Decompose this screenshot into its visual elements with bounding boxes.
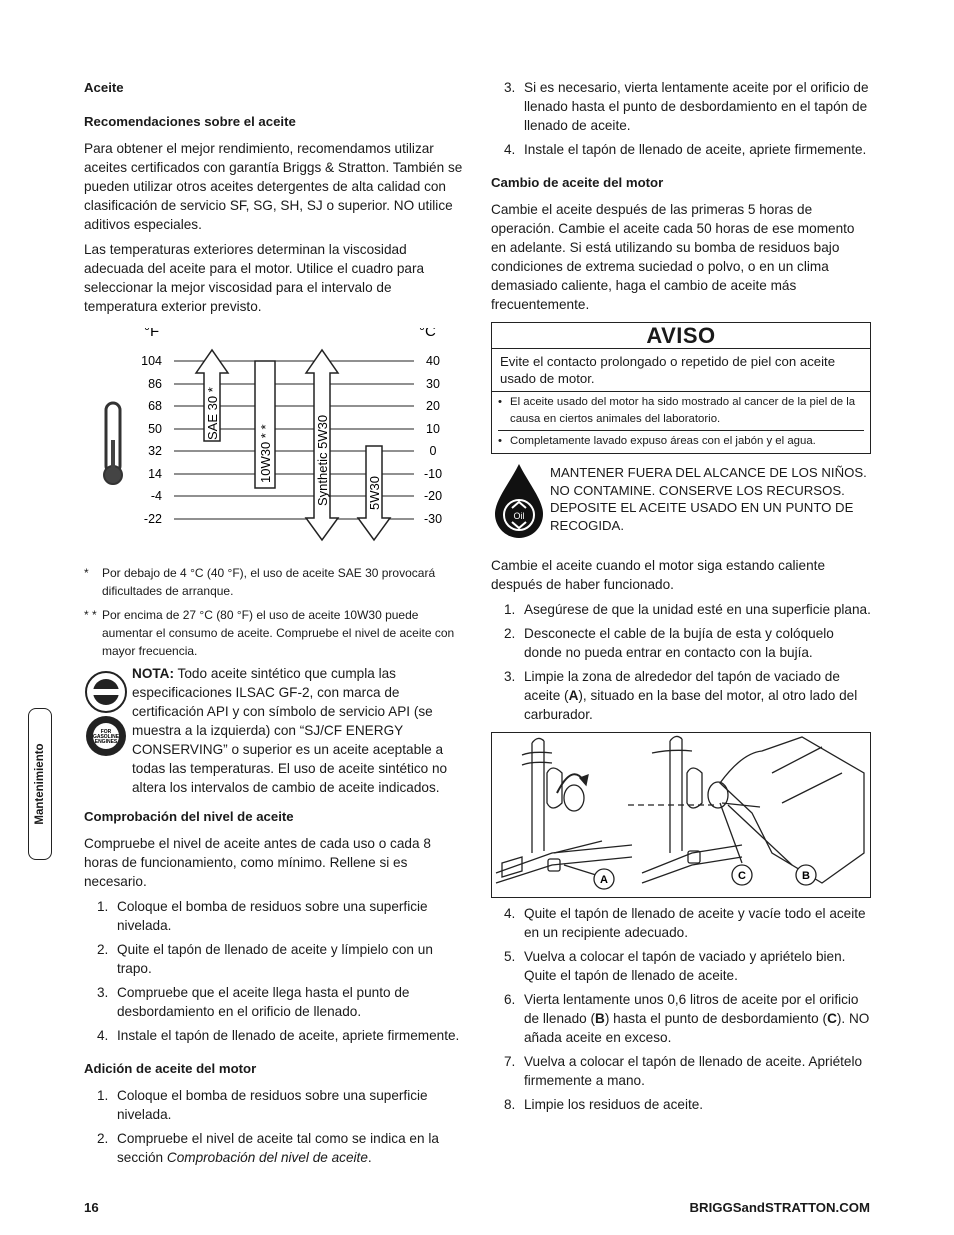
f-tick: 32 [148,444,162,458]
celsius-unit: °C [419,328,436,340]
list-item: 4. Instale el tapón de llenado de aceite, apriete firmemente. [504,142,867,157]
note-block [84,664,464,797]
bar-label: Synthetic 5W30 [315,414,330,506]
list-item: 2. Compruebe el nivel de aceite tal como se indica en la sección Comprobación del nivel de aceite. [97,1131,439,1165]
paragraph-change-hot: Cambie el aceite cuando el motor siga estando caliente después de haber funcionado. [491,558,826,592]
aviso-body: Evite el contacto prolongado o repetido de piel con aceite usado de motor. [492,349,870,392]
label-a: A [600,874,608,886]
aviso-list [492,392,870,453]
list-item: 3. Compruebe que el aceite llega hasta el punto de desbordamiento en el orificio de llenado. [97,985,410,1019]
f-tick: 68 [148,399,162,413]
footnote-text: Por debajo de 4 °C (40 °F), el uso de aceite SAE 30 provocará dificultades de arranque. [102,566,436,598]
paragraph-viscosity: Las temperaturas exteriores determinan la viscosidad adecuada del aceite para el motor. Utilice el cuadro para seleccionar la mejor viscosidad para el intervalo de temperatura exterior previsto. [84,242,425,314]
footer-url: BRIGGSandSTRATTON.COM [689,1200,870,1215]
list-item: 5. Vuelva a colocar el tapón de vaciado y apriételo bien. Quite el tapón de llenado de aceite. [504,949,846,983]
heading-oil: Aceite [84,80,124,95]
list-item: 2. Quite el tapón de llenado de aceite y límpielo con un trapo. [97,942,433,976]
left-column [84,78,464,1172]
bar-10w30 [255,361,275,488]
check-steps [84,897,464,1045]
paragraph-recommendation: Para obtener el mejor rendimiento, recomendamos utilizar aceites certificados con garantía Briggs & Stratton. También se pueden utilizar otros aceites detergentes de alta calidad con clasificación de servicio SF, SG, SH, SJ o superior. NO utilice aditivos especiales. [84,141,463,232]
list-item: 1. Coloque el bomba de residuos sobre una superficie nivelada. [97,899,428,933]
section-side-tab [28,708,52,860]
bar-label: 5W30 [367,476,382,510]
engine-illustration [492,733,870,897]
fahrenheit-unit: °F [144,328,160,340]
right-column [491,78,871,1119]
add-steps-continued [491,78,871,159]
drain-diagram [491,732,871,898]
c-tick: 40 [426,354,440,368]
footnote-10w30 [84,606,464,660]
list-item: 3. Si es necesario, vierta lentamente aceite por el orificio de llenado hasta el punto de desbordamiento en el tapón de llenado de aceite. [504,80,869,133]
logo-text: FOR GASOLINE ENGINES [92,729,120,745]
footnote-mark: * * [84,608,97,622]
c-tick: 0 [429,444,437,458]
c-tick: 30 [426,377,440,391]
f-tick: -4 [150,489,162,503]
bar-synthetic-5w30 [306,350,338,540]
list-item: 2. Desconecte el cable de la bujía de esta y colóquelo donde no pueda entrar en contacto con la bujía. [504,626,834,660]
side-tab-label: Mantenimiento [34,743,46,825]
list-item: 8. Limpie los residuos de aceite. [504,1097,704,1112]
refill-steps [491,904,871,1114]
c-tick: -20 [423,489,443,503]
list-item: • El aceite usado del motor ha sido mostrado al cancer de la piel de la causa en ciertos animales del laboratorio. [498,394,864,431]
c-tick: 10 [426,422,440,436]
list-item: 7. Vuelva a colocar el tapón de llenado de aceite. Apriételo firmemente a mano. [504,1054,863,1088]
list-item: 3. Limpie la zona de alrededor del tapón de vaciado de aceite (A), situado en la base del motor, al otro lado del carburador. [504,669,858,722]
list-item: 4. Instale el tapón de llenado de aceite, apriete firmemente. [97,1028,460,1043]
paragraph-check-oil: Compruebe el nivel de aceite antes de cada uso o cada 8 horas de funcionamiento, como mínimo. Rellene si es necesario. [84,836,431,889]
f-tick: 14 [148,467,162,481]
heading-oil-recommendations: Recomendaciones sobre el aceite [84,114,296,129]
page-number: 16 [84,1200,99,1215]
f-tick: 104 [141,354,162,368]
recycle-text: MANTENER FUERA DEL ALCANCE DE LOS NIÑOS. NO CONTAMINE. CONSERVE LOS RECURSOS. DEPOSITE EL ACEITE USADO EN UN PUNTO DE RECOGIDA. [550,465,867,533]
note-label: NOTA: [132,666,175,681]
bar-5w30 [358,446,390,540]
heading-add-oil: Adición de aceite del motor [84,1061,257,1076]
label-c: C [738,870,746,882]
add-steps [84,1086,464,1167]
footnote-sae30 [84,564,464,600]
aviso-title: AVISO [492,323,870,349]
heading-change-oil: Cambio de aceite del motor [491,175,664,190]
f-tick: 50 [148,422,162,436]
list-item: • Completamente lavado expuso áreas con el jabón y el agua. [498,435,816,447]
c-tick: -10 [423,467,443,481]
note-text: Todo aceite sintético que cumpla las especificaciones ILSAC GF-2, con marca de certificación API y con símbolo de servicio API (se muestra a la izquierda) con “SJ/CF ENERGY CONSERVING” o superior es un aceite aceptable a todas las temperaturas. El uso de aceite sintético no altera los intervalos de cambio de aceite indicados. [132,666,448,795]
footnote-text: Por encima de 27 °C (80 °F) el uso de aceite 10W30 puede aumentar el consumo de aceite. Compruebe el nivel de aceite con mayor frecuencia. [102,608,455,658]
api-service-logo-icon [84,670,128,760]
viscosity-chart [84,328,464,550]
oil-drop-label: Oil [513,511,525,521]
list-item: 1. Coloque el bomba de residuos sobre una superficie nivelada. [97,1088,428,1122]
aviso-box [491,322,871,454]
paragraph-change-oil: Cambie el aceite después de las primeras 5 horas de operación. Cambie el aceite cada 50 horas de ese momento en adelante. Si está utilizando su bomba de residuos bajo condiciones de extrema suciedad o polvo, o en un clima demasiado caliente, haga el cambio de aceite más frecuentemente. [491,202,855,312]
bar-sae30 [196,350,228,441]
list-item: 4. Quite el tapón de llenado de aceite y vacíe todo el aceite en un recipiente adecuado. [504,906,866,940]
footnote-mark: * [84,566,89,580]
c-tick: -30 [423,512,443,526]
label-b: B [802,870,810,882]
bar-label: SAE 30 * [205,387,220,440]
list-item: 1. Asegúrese de que la unidad esté en una superficie plana. [504,602,871,617]
f-tick: -22 [143,512,162,526]
heading-check-oil: Comprobación del nivel de aceite [84,809,294,824]
list-item: 6. Vierta lentamente unos 0,6 litros de aceite por el orificio de llenado (B) hasta el punto de desbordamiento (C). NO añada aceite en exceso. [504,992,870,1045]
thermometer-icon [104,403,122,484]
oil-drop-recycle-icon [491,462,547,542]
f-tick: 86 [148,377,162,391]
recycle-block [491,464,871,542]
drain-steps [491,600,871,724]
bar-label: 10W30 * * [258,424,273,483]
viscosity-chart-svg [84,328,464,550]
c-tick: 20 [426,399,440,413]
